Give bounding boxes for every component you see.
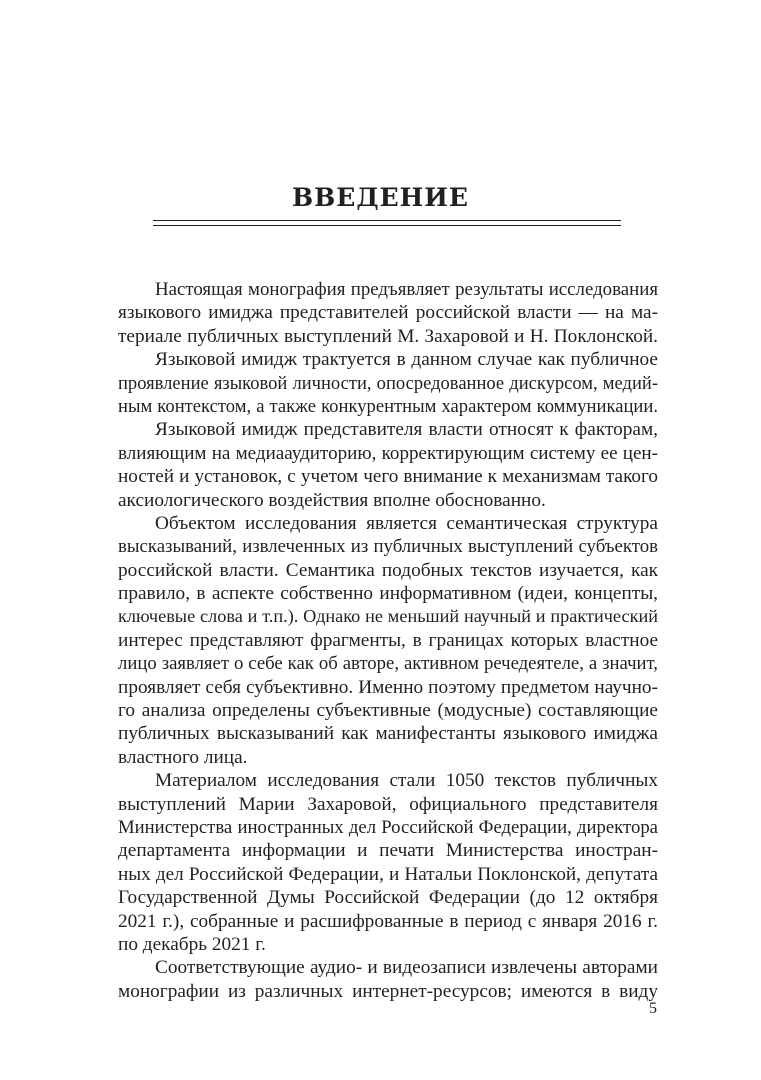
- chapter-heading: ВВЕДЕНИЕ: [292, 183, 469, 212]
- text-line: Соответствующие аудио- и видеозаписи извлечены авторами: [155, 957, 658, 979]
- text-line: выступлений Марии Захаровой, официального представителя: [118, 793, 658, 815]
- text-line: властного лица.: [118, 746, 248, 768]
- text-line: департамента информации и печати Министерства иностран-: [118, 840, 658, 862]
- text-line: Материалом исследования стали 1050 текстов публичных: [155, 770, 658, 792]
- text-line: ным контекстом, а также конкурентным характером коммуникации.: [118, 395, 658, 417]
- text-line: российской власти. Семантика подобных текстов изучается, как: [118, 559, 658, 581]
- text-line: го анализа определены субъективные (модусные) составляющие: [118, 700, 658, 722]
- text-line: интерес представляют фрагменты, в границах которых властное: [118, 629, 658, 651]
- text-line: языкового имиджа представителей российской власти — на ма-: [118, 302, 658, 324]
- page-number: 5: [649, 1000, 657, 1017]
- text-line: Языковой имидж трактуется в данном случае как публичное: [155, 349, 658, 371]
- text-line: ностей и установок, с учетом чего внимание к механизмам такого: [118, 466, 658, 488]
- text-line: ных дел Российской Федерации, и Натальи Поклонской, депутата: [118, 863, 658, 885]
- text-line: Языковой имидж представителя власти относят к факторам,: [155, 419, 658, 441]
- text-line: Министерства иностранных дел Российской Федерации, директора: [118, 816, 658, 838]
- text-line: Настоящая монография предъявляет результаты исследования: [155, 279, 658, 300]
- text-line: Объектом исследования является семантическая структура: [155, 512, 658, 534]
- text-line: проявление языковой личности, опосредованное дискурсом, медий-: [118, 372, 658, 394]
- text-line: териале публичных выступлений М. Захаровой и Н. Поклонской.: [118, 325, 658, 347]
- text-line: влияющим на медиааудиторию, корректирующим систему ее цен-: [118, 442, 658, 464]
- text-line: высказываний, извлеченных из публичных выступлений субъектов: [118, 536, 658, 558]
- text-line: по декабрь 2021 г.: [118, 933, 266, 955]
- text-line: проявляет себя субъективно. Именно поэтому предметом научно-: [118, 676, 658, 698]
- text-line: 2021 г.), собранные и расшифрованные в период с января 2016 г.: [118, 910, 658, 932]
- text-line: публичных высказываний как манифестанты языкового имиджа: [118, 723, 658, 745]
- text-line: Государственной Думы Российской Федерации (до 12 октября: [118, 887, 658, 909]
- text-line: ключевые слова и т.п.). Однако не меньший научный и практический: [118, 606, 658, 627]
- text-line: монографии из различных интернет-ресурсов; имеются в виду: [118, 980, 658, 1002]
- heading-rule-top: [153, 220, 621, 221]
- text-line: аксиологического воздействия вполне обоснованно.: [118, 489, 546, 511]
- heading-rule-bottom: [153, 225, 621, 226]
- body-text: [118, 278, 658, 1003]
- text-line: лицо заявляет о себе как об авторе, активном речедеятеле, а значит,: [118, 653, 658, 675]
- text-line: правило, в аспекте собственно информативном (идеи, концепты,: [118, 583, 658, 605]
